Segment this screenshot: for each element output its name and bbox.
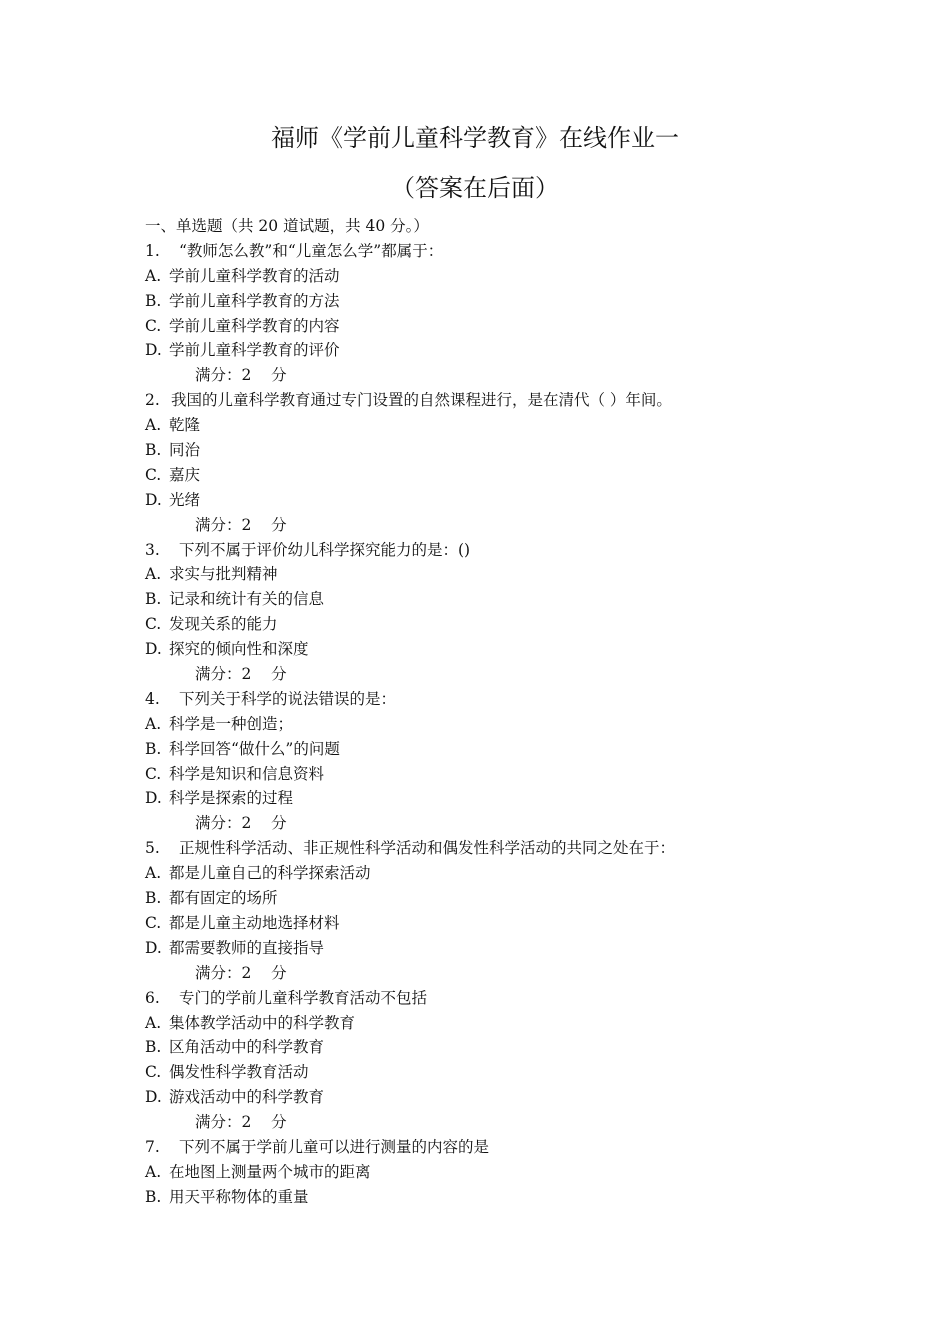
score-line	[145, 961, 905, 986]
option-label: C.	[145, 764, 162, 783]
option-text: 集体教学活动中的科学教育	[169, 1013, 356, 1032]
score-value: 2	[241, 515, 252, 534]
option-text: 都有固定的场所	[169, 889, 278, 908]
option-text: 学前儿童科学教育的内容	[169, 316, 340, 335]
option-text: 偶发性科学教育活动	[169, 1063, 309, 1082]
option-text: 学前儿童科学教育的活动	[169, 266, 340, 285]
option-2c	[145, 463, 905, 488]
option-text: 科学是知识和信息资料	[169, 764, 325, 783]
score-unit: 分	[271, 814, 287, 833]
score-value: 2	[241, 814, 252, 833]
option-label: D.	[145, 1088, 162, 1107]
option-text: 乾隆	[169, 416, 201, 435]
question-number: 4.	[145, 689, 160, 708]
option-3b	[145, 587, 905, 612]
option-label: B.	[145, 1187, 162, 1206]
option-label: C.	[145, 615, 162, 634]
option-text: 区角活动中的科学教育	[169, 1038, 325, 1057]
option-text: 学前儿童科学教育的评价	[169, 341, 340, 360]
question-text: 下列关于科学的说法错误的是：	[179, 689, 397, 708]
option-7b	[145, 1185, 905, 1210]
option-label: C.	[145, 913, 162, 932]
score-value: 2	[241, 963, 252, 982]
question-number: 5.	[145, 839, 160, 858]
question-1	[145, 239, 905, 264]
score-line	[145, 662, 905, 687]
option-6d	[145, 1085, 905, 1110]
question-text: 我国的儿童科学教育通过专门设置的自然课程进行，是在清代（ ）年间。	[171, 391, 672, 410]
score-label: 满分：	[195, 963, 242, 982]
option-1b	[145, 289, 905, 314]
question-7	[145, 1135, 905, 1160]
question-text: 专门的学前儿童科学教育活动不包括	[179, 988, 428, 1007]
score-line	[145, 811, 905, 836]
option-label: A.	[145, 714, 162, 733]
option-text: 科学回答“做什么”的问题	[169, 739, 340, 758]
option-3c	[145, 612, 905, 637]
option-text: 求实与批判精神	[169, 565, 278, 584]
option-label: B.	[145, 1038, 162, 1057]
question-number: 3.	[145, 540, 160, 559]
question-number: 6.	[145, 988, 160, 1007]
option-text: 学前儿童科学教育的方法	[169, 291, 340, 310]
option-label: B.	[145, 889, 162, 908]
question-text: 正规性科学活动、非正规性科学活动和偶发性科学活动的共同之处在于：	[179, 839, 676, 858]
option-text: 用天平称物体的重量	[169, 1187, 309, 1206]
option-4d	[145, 786, 905, 811]
option-5d	[145, 936, 905, 961]
score-line	[145, 363, 905, 388]
score-unit: 分	[271, 1113, 287, 1132]
question-5	[145, 836, 905, 861]
option-2a	[145, 413, 905, 438]
option-label: A.	[145, 416, 162, 435]
question-2	[145, 388, 905, 413]
score-label: 满分：	[195, 665, 242, 684]
option-label: B.	[145, 441, 162, 460]
option-5b	[145, 886, 905, 911]
option-label: B.	[145, 291, 162, 310]
option-text: 都是儿童主动地选择材料	[169, 913, 340, 932]
question-6	[145, 986, 905, 1011]
option-label: C.	[145, 316, 162, 335]
option-1d	[145, 338, 905, 363]
option-text: 在地图上测量两个城市的距离	[169, 1162, 371, 1181]
option-text: 科学是探索的过程	[169, 789, 294, 808]
option-4a	[145, 712, 905, 737]
option-1c	[145, 314, 905, 339]
option-6b	[145, 1035, 905, 1060]
document-body	[145, 214, 905, 1210]
option-4b	[145, 737, 905, 762]
option-label: A.	[145, 565, 162, 584]
question-text: 下列不属于学前儿童可以进行测量的内容的是	[179, 1137, 490, 1156]
option-text: 探究的倾向性和深度	[169, 640, 309, 659]
question-text: 下列不属于评价幼儿科学探究能力的是：()	[179, 540, 471, 559]
option-4c	[145, 762, 905, 787]
option-1a	[145, 264, 905, 289]
score-label: 满分：	[195, 366, 242, 385]
option-5c	[145, 911, 905, 936]
score-unit: 分	[271, 963, 287, 982]
option-label: B.	[145, 739, 162, 758]
option-6a	[145, 1011, 905, 1036]
option-label: D.	[145, 789, 162, 808]
option-7a	[145, 1160, 905, 1185]
question-3	[145, 538, 905, 563]
option-text: 科学是一种创造；	[169, 714, 294, 733]
score-unit: 分	[271, 366, 287, 385]
score-line	[145, 1110, 905, 1135]
option-label: A.	[145, 1013, 162, 1032]
option-label: D.	[145, 490, 162, 509]
option-3d	[145, 637, 905, 662]
option-label: C.	[145, 1063, 162, 1082]
option-text: 光绪	[169, 490, 201, 509]
score-label: 满分：	[195, 515, 242, 534]
score-unit: 分	[271, 515, 287, 534]
score-label: 满分：	[195, 814, 242, 833]
option-text: 都需要教师的直接指导	[169, 938, 325, 957]
score-value: 2	[241, 366, 252, 385]
question-number: 7.	[145, 1137, 160, 1156]
option-label: A.	[145, 864, 162, 883]
score-label: 满分：	[195, 1113, 242, 1132]
option-text: 嘉庆	[169, 465, 201, 484]
option-text: 发现关系的能力	[169, 615, 278, 634]
option-label: B.	[145, 590, 162, 609]
score-value: 2	[241, 665, 252, 684]
option-5a	[145, 861, 905, 886]
document-subtitle: （答案在后面）	[391, 174, 559, 202]
option-text: 都是儿童自己的科学探索活动	[169, 864, 371, 883]
option-label: A.	[145, 266, 162, 285]
option-text: 同治	[169, 441, 201, 460]
option-2b	[145, 438, 905, 463]
question-number: 1.	[145, 241, 160, 260]
option-3a	[145, 562, 905, 587]
option-label: D.	[145, 938, 162, 957]
option-label: D.	[145, 640, 162, 659]
option-label: D.	[145, 341, 162, 360]
option-2d	[145, 488, 905, 513]
question-4	[145, 687, 905, 712]
option-label: A.	[145, 1162, 162, 1181]
document-title: 福师《学前儿童科学教育》在线作业一	[271, 124, 679, 152]
option-label: C.	[145, 465, 162, 484]
score-unit: 分	[271, 665, 287, 684]
section-header: 一、单选题（共 20 道试题，共 40 分。）	[145, 217, 429, 235]
option-text: 记录和统计有关的信息	[169, 590, 325, 609]
option-6c	[145, 1060, 905, 1085]
question-text: “教师怎么教”和“儿童怎么学”都属于：	[179, 241, 444, 260]
option-text: 游戏活动中的科学教育	[169, 1088, 325, 1107]
question-number: 2.	[145, 391, 160, 410]
score-value: 2	[241, 1113, 252, 1132]
score-line	[145, 513, 905, 538]
